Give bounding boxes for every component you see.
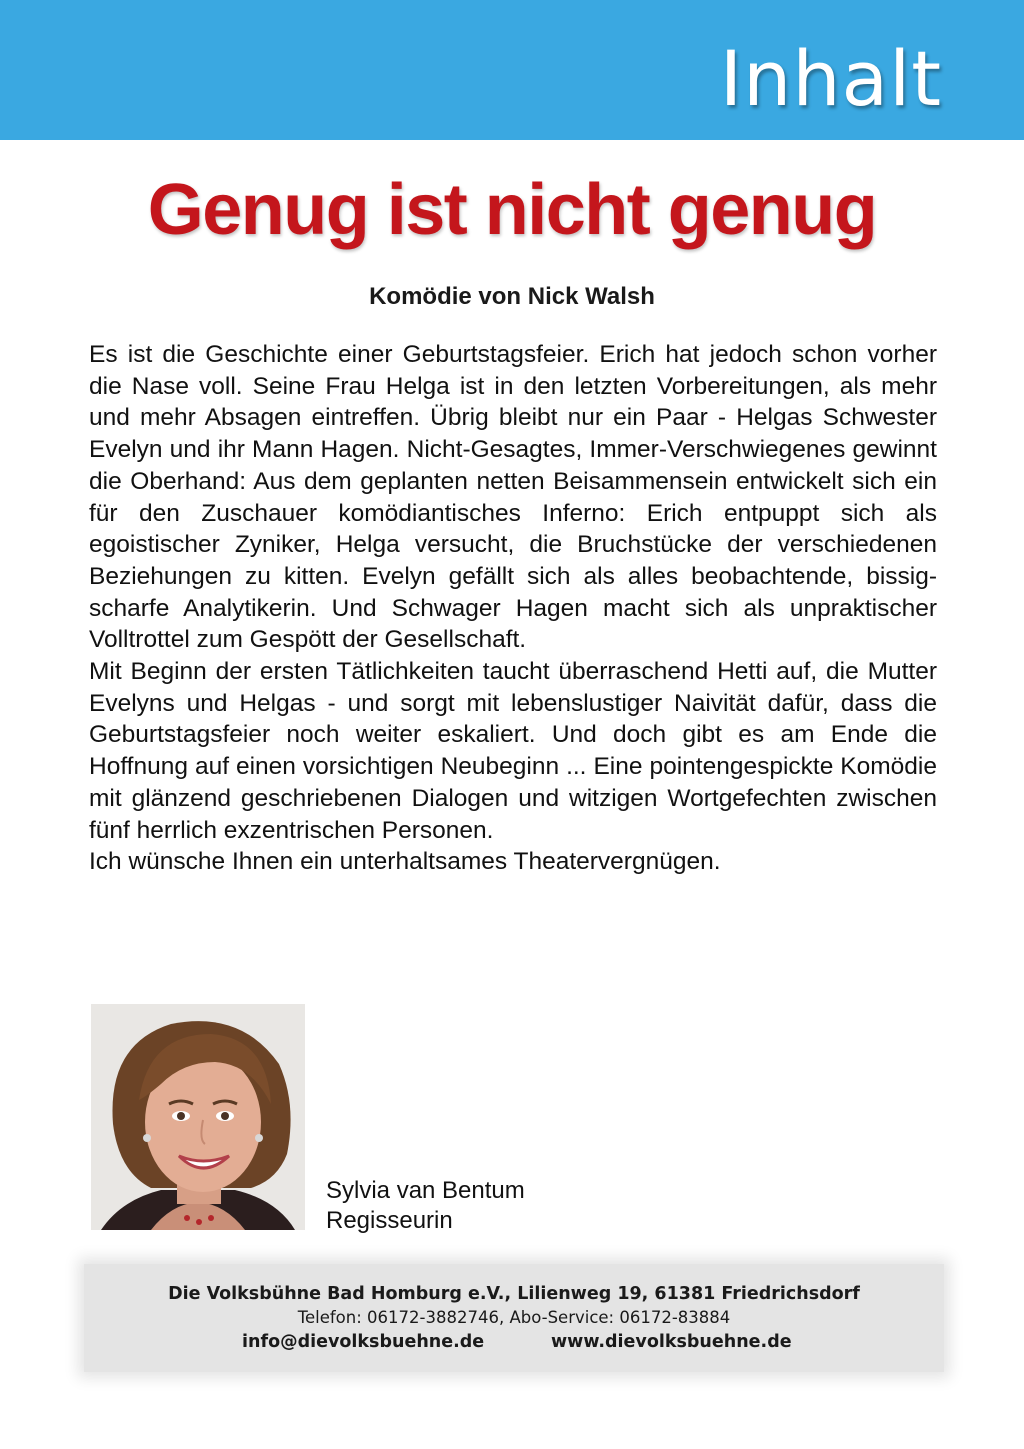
footer-address: Die Volksbühne Bad Homburg e.V., Lilienweg 19, 61381 Friedrichsdorf [168,1284,860,1304]
director-name: Sylvia van Bentum [326,1177,525,1204]
footer-phones: Telefon: 06172-3882746, Abo-Service: 06172-83884 [297,1308,731,1327]
section-label: Inhalt [719,34,942,123]
header-band [0,0,1024,140]
director-role: Regisseurin [326,1207,453,1234]
footer-website-link[interactable]: www.dievolksbuehne.de [551,1332,792,1352]
footer-contact-box [84,1264,944,1372]
synopsis-paragraph: Mit Beginn der ersten Tätlichkeiten taucht überraschend Hetti auf, die Mutter Evelyns und Helgas - und sorgt mit lebenslustiger Naivität dafür, dass die Geburtstagsfeier noch weiter eskaliert. Und doch gibt es am Ende die Hoffnung auf einen vorsichtigen Neubeginn ... Eine pointengespickte Komödie mit glänzend geschriebenen Dialogen und witzigen Wortgefechten zwischen fünf herrlich exzentrischen Personen. [89,658,937,844]
director-caption [326,1176,525,1236]
play-subtitle: Komödie von Nick Walsh [369,283,655,310]
synopsis-text [89,339,937,878]
synopsis-paragraph: Es ist die Geschichte einer Geburtstagsfeier. Erich hat jedoch schon vorher die Nase voll. Seine Frau Helga ist in den letzten Vorbereitungen, als mehr und mehr Absagen eintreffen. Übrig bleibt nur ein Paar - Helgas Schwester Evelyn und ihr Mann Hagen. Nicht-Gesagtes, Immer-Verschwiegenes gewinnt die Oberhand: Aus dem geplanten netten Beisammensein entwickelt sich ein für den Zuschauer komödiantisches Inferno: Erich entpuppt sich als egoistischer Zyniker, Helga versucht, die Bruchstücke der verschiedenen Beziehungen zu kitten. Evelyn gefällt sich als alles beobachtende, bissig-scharfe Analytikerin. Und Schwager Hagen macht sich als unpraktischer Volltrottel zum Gespött der Gesellschaft. [89,341,937,654]
closing-line: Ich wünsche Ihnen ein unterhaltsames Theatervergnügen. [89,848,721,876]
footer-email-link[interactable]: info@dievolksbuehne.de [242,1332,485,1352]
director-portrait [91,1004,305,1230]
play-title: Genug ist nicht genug [147,170,877,250]
